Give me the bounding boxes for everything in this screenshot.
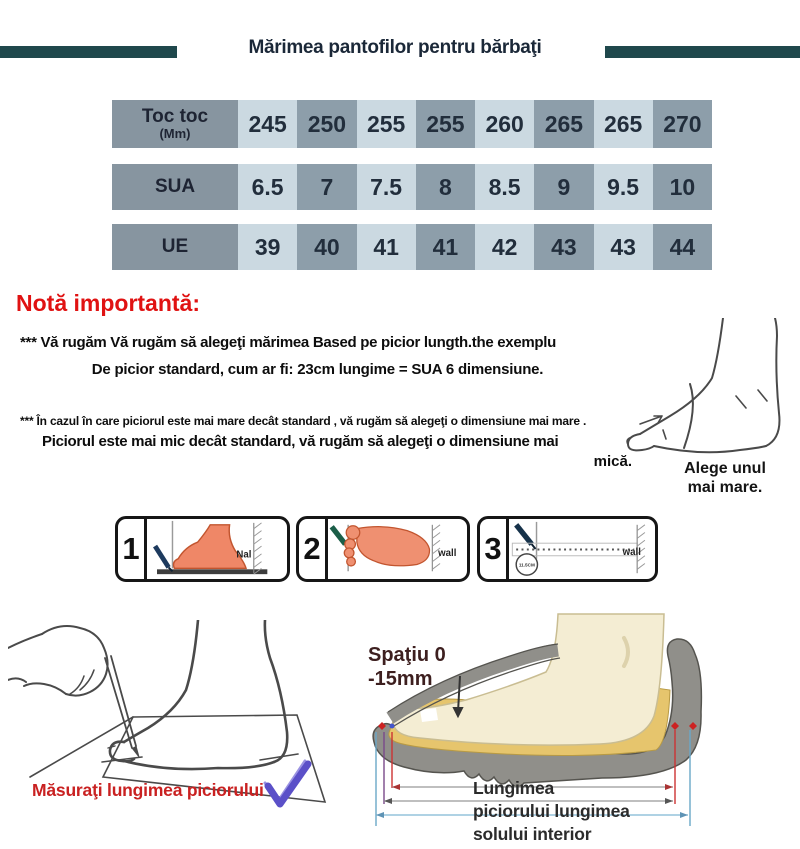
measure-badge-label: 11.5CM xyxy=(518,562,535,568)
row-header-eu xyxy=(112,224,238,270)
step-number: 3 xyxy=(480,519,509,579)
pencil-icon xyxy=(105,656,136,748)
table-cell: 260 xyxy=(475,100,534,148)
step-3-drawing xyxy=(509,519,655,579)
step-1-illustration xyxy=(147,519,287,579)
table-row-length xyxy=(112,100,712,148)
note-line-3: *** În cazul în care piciorul este mai mare decât standard , vă rugăm să alegeţi o dimensiune mai mare . xyxy=(20,414,587,428)
table-cell: 8.5 xyxy=(475,164,534,210)
step-1-drawing xyxy=(147,519,287,579)
wall-hatch xyxy=(254,523,262,574)
table-cell: 9.5 xyxy=(594,164,653,210)
step-3-illustration xyxy=(509,519,655,579)
note-line-1: *** Vă rugăm Vă rugăm să alegeţi mărimea Based pe picior lungth.the exemplu xyxy=(20,334,557,351)
ground-line xyxy=(157,569,267,574)
table-cell: 43 xyxy=(594,224,653,270)
title-divider-right xyxy=(605,46,800,58)
length-label-line3: solului interior xyxy=(473,824,592,844)
pencil-icon xyxy=(332,527,346,544)
table-cell: 8 xyxy=(416,164,475,210)
row-header-label: SUA xyxy=(154,176,196,198)
table-cell: 40 xyxy=(297,224,356,270)
bigger-foot-caption-line2: mai mare. xyxy=(687,479,763,496)
table-cell: 265 xyxy=(534,100,593,148)
bigger-foot-sketch xyxy=(600,318,800,463)
step-number: 2 xyxy=(299,519,328,579)
table-cell: 9 xyxy=(534,164,593,210)
table-cell: 10 xyxy=(653,164,712,210)
wall-label: wall xyxy=(622,546,641,558)
pencil-icon xyxy=(155,546,169,567)
table-cell: 42 xyxy=(475,224,534,270)
wall-label: Nal xyxy=(236,549,252,561)
row-header-length xyxy=(112,100,238,148)
pencil-icon xyxy=(516,525,531,544)
note-line-4: Piciorul este mai mic decât standard, vă rugăm să alegeţi o dimensiune mai xyxy=(42,433,559,450)
note-heading: Notă importantă: xyxy=(16,290,200,316)
note-line-5: mică. xyxy=(593,453,632,470)
length-label-line1: Lungimea xyxy=(473,778,555,798)
length-label xyxy=(473,777,630,846)
space-gap-label xyxy=(368,643,446,691)
table-cell: 44 xyxy=(653,224,712,270)
foot-top-shape xyxy=(344,526,429,566)
bigger-foot-caption xyxy=(662,459,788,497)
table-cell: 7 xyxy=(297,164,356,210)
table-row-eu xyxy=(112,224,712,270)
table-cell: 39 xyxy=(238,224,297,270)
step-box-2 xyxy=(296,516,470,582)
space-gap-line1: Spaţiu 0 xyxy=(368,644,446,666)
toe-gap xyxy=(420,708,438,722)
row-header-label: UE xyxy=(161,236,189,258)
checkmark-icon xyxy=(260,758,312,810)
step-box-1 xyxy=(115,516,290,582)
page-title: Mărimea pantofilor pentru bărbaţi xyxy=(248,37,542,58)
table-cell: 255 xyxy=(416,100,475,148)
bigger-foot-caption-line1: Alege unul xyxy=(684,460,766,477)
hand-sketch xyxy=(8,626,108,696)
table-cell: 41 xyxy=(416,224,475,270)
wall-label: wall xyxy=(438,547,457,559)
table-cell: 270 xyxy=(653,100,712,148)
table-cell: 6.5 xyxy=(238,164,297,210)
row-header-us xyxy=(112,164,238,210)
table-cell: 245 xyxy=(238,100,297,148)
length-label-line2: piciorului lungimea xyxy=(473,801,630,821)
table-cell: 255 xyxy=(357,100,416,148)
step-2-drawing xyxy=(328,519,467,579)
space-gap-line2: -15mm xyxy=(368,668,433,690)
step-2-illustration xyxy=(328,519,467,579)
step-number: 1 xyxy=(118,519,147,579)
table-cell: 250 xyxy=(297,100,356,148)
step-box-3 xyxy=(477,516,658,582)
row-header-label: Toc toc xyxy=(141,106,209,128)
row-header-unit: (Mm) xyxy=(159,126,191,142)
table-cell: 41 xyxy=(357,224,416,270)
measure-foot-caption: Măsuraţi lungimea piciorului xyxy=(32,780,264,800)
table-cell: 7.5 xyxy=(357,164,416,210)
table-cell: 265 xyxy=(594,100,653,148)
table-cell: 43 xyxy=(534,224,593,270)
note-line-2: De picior standard, cum ar fi: 23cm lungime = SUA 6 dimensiune. xyxy=(91,361,544,378)
foot-side-shape xyxy=(174,525,246,569)
table-row-us xyxy=(112,164,712,210)
